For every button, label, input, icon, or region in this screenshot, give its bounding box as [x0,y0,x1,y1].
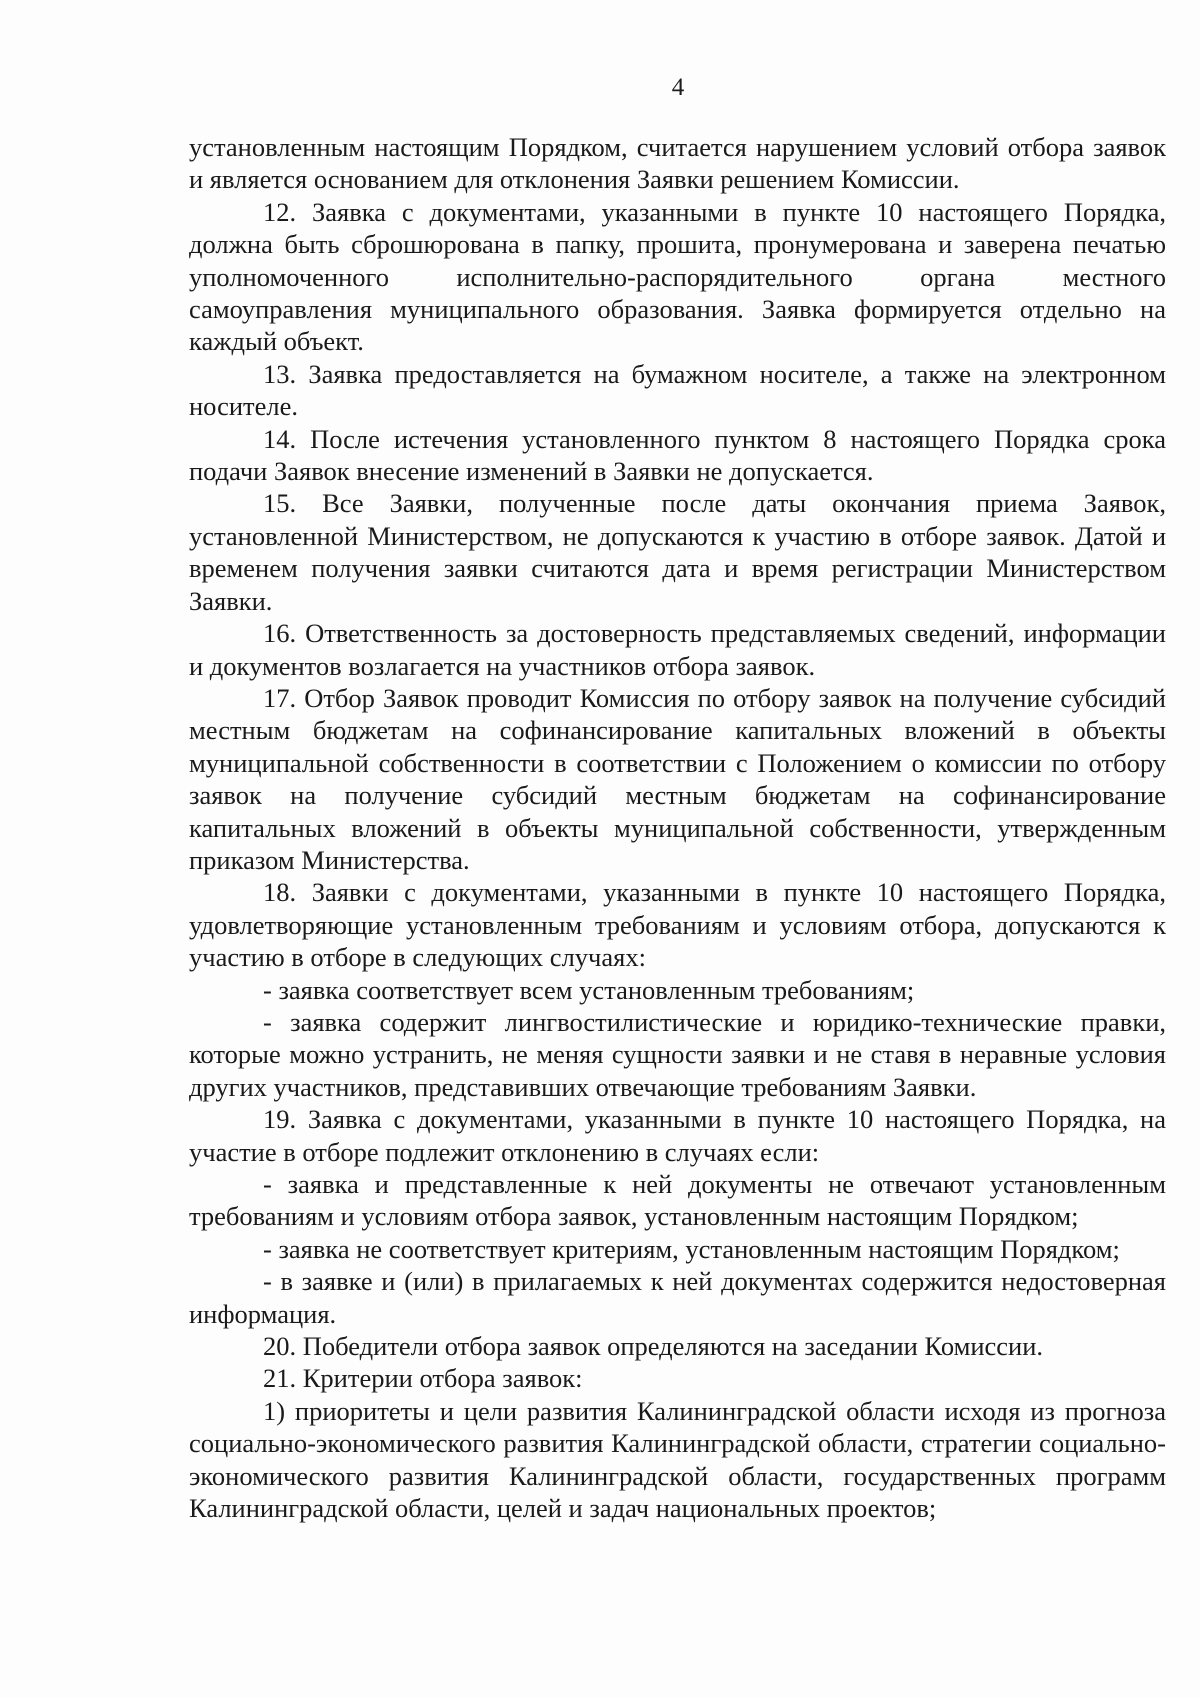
list-item-19-1: - заявка и представленные к ней документы не отвечают установленным требованиям и условиям отбора заявок, установленным настоящим Порядком; [189,1169,1166,1232]
document-body [189,131,1166,1524]
list-item-21-1: 1) приоритеты и цели развития Калининградской области исходя из прогноза социально-экономического развития Калининградской области, стратегии социально-экономического развития Калининградской области, государственных программ Калининградской области, целей и задач национальных проектов; [189,1395,1166,1524]
paragraph-item-19: 19. Заявка с документами, указанными в пункте 10 настоящего Порядка, на участие в отборе подлежит отклонению в случаях если: [189,1104,1166,1167]
paragraph-item-16: 16. Ответственность за достоверность представляемых сведений, информации и документов возлагается на участников отбора заявок. [189,618,1166,681]
paragraph-item-17: 17. Отбор Заявок проводит Комиссия по отбору заявок на получение субсидий местным бюджетам на софинансирование капитальных вложений в объекты муниципальной собственности в соответствии с Положением о комиссии по отбору заявок на получение субсидий местным бюджетам на софинансирование капитальных вложений в объекты муниципальной собственности, утвержденным приказом Министерства. [189,682,1166,875]
list-item-18-1: - заявка соответствует всем установленным требованиям; [263,974,915,1005]
paragraph-item-14: 14. После истечения установленного пунктом 8 настоящего Порядка срока подачи Заявок внесение изменений в Заявки не допускается. [189,423,1166,487]
paragraph-item-15: 15. Все Заявки, полученные после даты окончания приема Заявок, установленной Министерством, не допускаются к участию в отборе заявок. Датой и временем получения заявки считаются дата и время регистрации Министерством Заявки. [189,488,1166,616]
paragraph-item-18: 18. Заявки с документами, указанными в пункте 10 настоящего Порядка, удовлетворяющие установленным требованиям и условиям отбора, допускаются к участию в отборе в следующих случаях: [189,877,1166,973]
list-item-19-2: - заявка не соответствует критериям, установленным настоящим Порядком; [263,1233,1120,1264]
list-item-19-3: - в заявке и (или) в прилагаемых к ней документах содержится недостоверная информация. [189,1266,1166,1329]
page-number: 4 [671,74,685,101]
paragraph-item-12: 12. Заявка с документами, указанными в пункте 10 настоящего Порядка, должна быть сброшюрована в папку, прошита, пронумерована и заверена печатью уполномоченного исполнительно-распорядительного органа местного самоуправления муниципального образования. Заявка формируется отдельно на каждый объект. [189,196,1166,357]
paragraph-item-21: 21. Критерии отбора заявок: [263,1363,583,1394]
paragraph-continuation: установленным настоящим Порядком, считается нарушением условий отбора заявок и является основанием для отклонения Заявки решением Комиссии. [189,132,1166,195]
paragraph-item-13: 13. Заявка предоставляется на бумажном носителе, а также на электронном носителе. [189,358,1166,422]
list-item-18-2: - заявка содержит лингвостилистические и юридико-технические правки, которые можно устранить, не меняя сущности заявки и не ставя в неравные условия других участников, представивших отвечающие требованиям Заявки. [189,1006,1166,1102]
paragraph-item-20: 20. Победители отбора заявок определяются на заседании Комиссии. [263,1331,1044,1362]
